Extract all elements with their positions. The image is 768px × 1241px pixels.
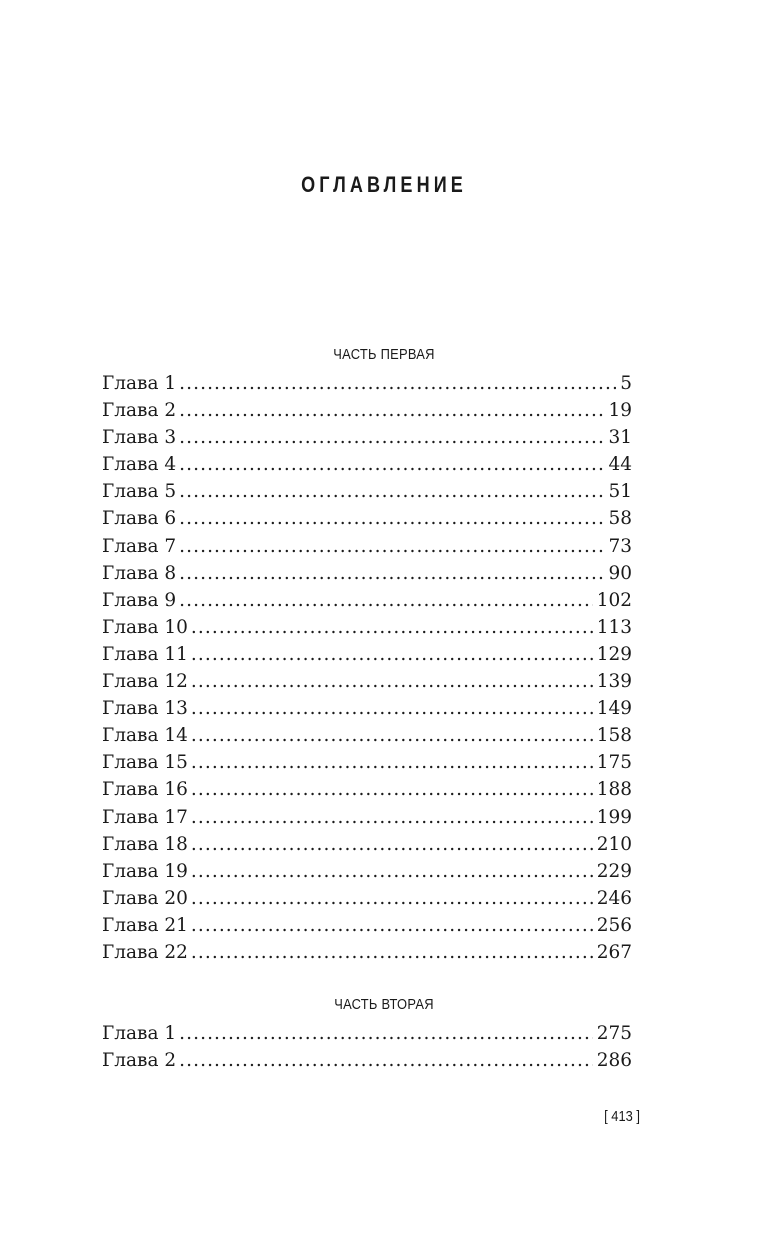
toc-entry[interactable]: [102, 451, 632, 478]
toc-entry-page: 246: [596, 887, 632, 909]
toc-entry-label: Глава 3: [102, 427, 177, 449]
toc-entry-label: Глава 22: [102, 941, 188, 963]
part-two-heading: ЧАСТЬ ВТОРАЯ: [334, 996, 434, 1013]
toc-entry-label: Глава 2: [102, 400, 177, 422]
toc-leader-dots: [179, 1047, 593, 1074]
toc-entry-label: Глава 2: [102, 1050, 177, 1072]
toc-entry[interactable]: [102, 424, 632, 451]
toc-entry[interactable]: [102, 397, 632, 424]
toc-entry-page: 58: [608, 508, 632, 530]
toc-entry[interactable]: [102, 749, 632, 776]
toc-leader-dots: [191, 722, 593, 749]
toc-leader-dots: [179, 533, 604, 560]
toc-entry-label: Глава 13: [102, 698, 188, 720]
toc-entry-label: Глава 11: [102, 643, 188, 665]
toc-entry-label: Глава 15: [102, 752, 188, 774]
toc-entry[interactable]: [102, 641, 632, 668]
toc-leader-dots: [191, 776, 593, 803]
page-number: [ 413 ]: [604, 1108, 640, 1125]
toc-entry[interactable]: [102, 885, 632, 912]
part-one-toc-list: [102, 370, 632, 966]
toc-leader-dots: [179, 397, 604, 424]
toc-entry[interactable]: [102, 831, 632, 858]
toc-entry[interactable]: [102, 505, 632, 532]
toc-entry[interactable]: [102, 1047, 632, 1074]
toc-entry-page: 158: [596, 725, 632, 747]
toc-entry[interactable]: [102, 478, 632, 505]
toc-entry-label: Глава 18: [102, 833, 188, 855]
toc-entry-page: 102: [596, 589, 632, 611]
toc-entry[interactable]: [102, 912, 632, 939]
toc-entry-label: Глава 14: [102, 725, 188, 747]
toc-entry-page: 113: [596, 616, 632, 638]
toc-leader-dots: [191, 749, 593, 776]
toc-leader-dots: [179, 560, 604, 587]
toc-entry-page: 44: [608, 454, 632, 476]
toc-leader-dots: [191, 668, 593, 695]
toc-entry[interactable]: [102, 1020, 632, 1047]
toc-entry-label: Глава 1: [102, 1023, 177, 1044]
toc-leader-dots: [191, 831, 593, 858]
toc-leader-dots: [179, 424, 604, 451]
toc-entry-label: Глава 1: [102, 373, 177, 394]
toc-leader-dots: [191, 695, 593, 722]
toc-entry-label: Глава 5: [102, 481, 177, 503]
toc-entry-label: Глава 12: [102, 671, 188, 693]
toc-entry-label: Глава 8: [102, 562, 177, 584]
toc-entry-label: Глава 19: [102, 860, 188, 882]
toc-entry[interactable]: [102, 668, 632, 695]
toc-entry[interactable]: [102, 858, 632, 885]
toc-entry-label: Глава 16: [102, 779, 188, 801]
toc-entry-page: 73: [608, 535, 632, 557]
toc-entry[interactable]: [102, 939, 632, 966]
toc-entry-page: 5: [620, 373, 632, 394]
toc-leader-dots: [179, 587, 593, 614]
part-two-toc-list: [102, 1020, 632, 1074]
toc-entry[interactable]: [102, 695, 632, 722]
toc-leader-dots: [179, 478, 604, 505]
toc-entry-label: Глава 20: [102, 887, 188, 909]
toc-entry-label: Глава 9: [102, 589, 177, 611]
toc-entry-page: 267: [596, 941, 632, 963]
toc-leader-dots: [191, 912, 593, 939]
toc-entry[interactable]: [102, 776, 632, 803]
toc-entry-label: Глава 7: [102, 535, 177, 557]
toc-leader-dots: [191, 858, 593, 885]
toc-entry[interactable]: [102, 370, 632, 397]
toc-entry-page: 129: [596, 643, 632, 665]
toc-leader-dots: [179, 505, 604, 532]
toc-entry-page: 188: [596, 779, 632, 801]
toc-entry-page: 256: [596, 914, 632, 936]
toc-entry[interactable]: [102, 587, 632, 614]
toc-entry-page: 149: [596, 698, 632, 720]
toc-entry-page: 175: [596, 752, 632, 774]
toc-entry-page: 275: [596, 1023, 632, 1044]
toc-leader-dots: [191, 614, 593, 641]
toc-entry-page: 286: [596, 1050, 632, 1072]
toc-leader-dots: [191, 641, 593, 668]
toc-entry-page: 19: [608, 400, 632, 422]
toc-leader-dots: [179, 370, 616, 397]
toc-entry-page: 229: [596, 860, 632, 882]
toc-entry[interactable]: [102, 533, 632, 560]
toc-entry-label: Глава 10: [102, 616, 188, 638]
page-title: ОГЛАВЛЕНИЕ: [301, 172, 467, 197]
part-one-heading: ЧАСТЬ ПЕРВАЯ: [333, 346, 435, 363]
toc-leader-dots: [179, 1020, 593, 1047]
toc-entry[interactable]: [102, 804, 632, 831]
toc-entry[interactable]: [102, 614, 632, 641]
toc-entry-label: Глава 17: [102, 806, 188, 828]
toc-entry-page: 31: [608, 427, 632, 449]
toc-leader-dots: [191, 804, 593, 831]
toc-entry-page: 139: [596, 671, 632, 693]
toc-entry[interactable]: [102, 722, 632, 749]
toc-entry-page: 90: [608, 562, 632, 584]
toc-entry-page: 210: [596, 833, 632, 855]
toc-entry-label: Глава 4: [102, 454, 177, 476]
toc-entry-page: 199: [596, 806, 632, 828]
toc-entry-label: Глава 21: [102, 914, 188, 936]
toc-entry-page: 51: [608, 481, 632, 503]
toc-leader-dots: [179, 451, 604, 478]
toc-entry-label: Глава 6: [102, 508, 177, 530]
toc-leader-dots: [191, 939, 593, 966]
toc-leader-dots: [191, 885, 593, 912]
toc-entry[interactable]: [102, 560, 632, 587]
